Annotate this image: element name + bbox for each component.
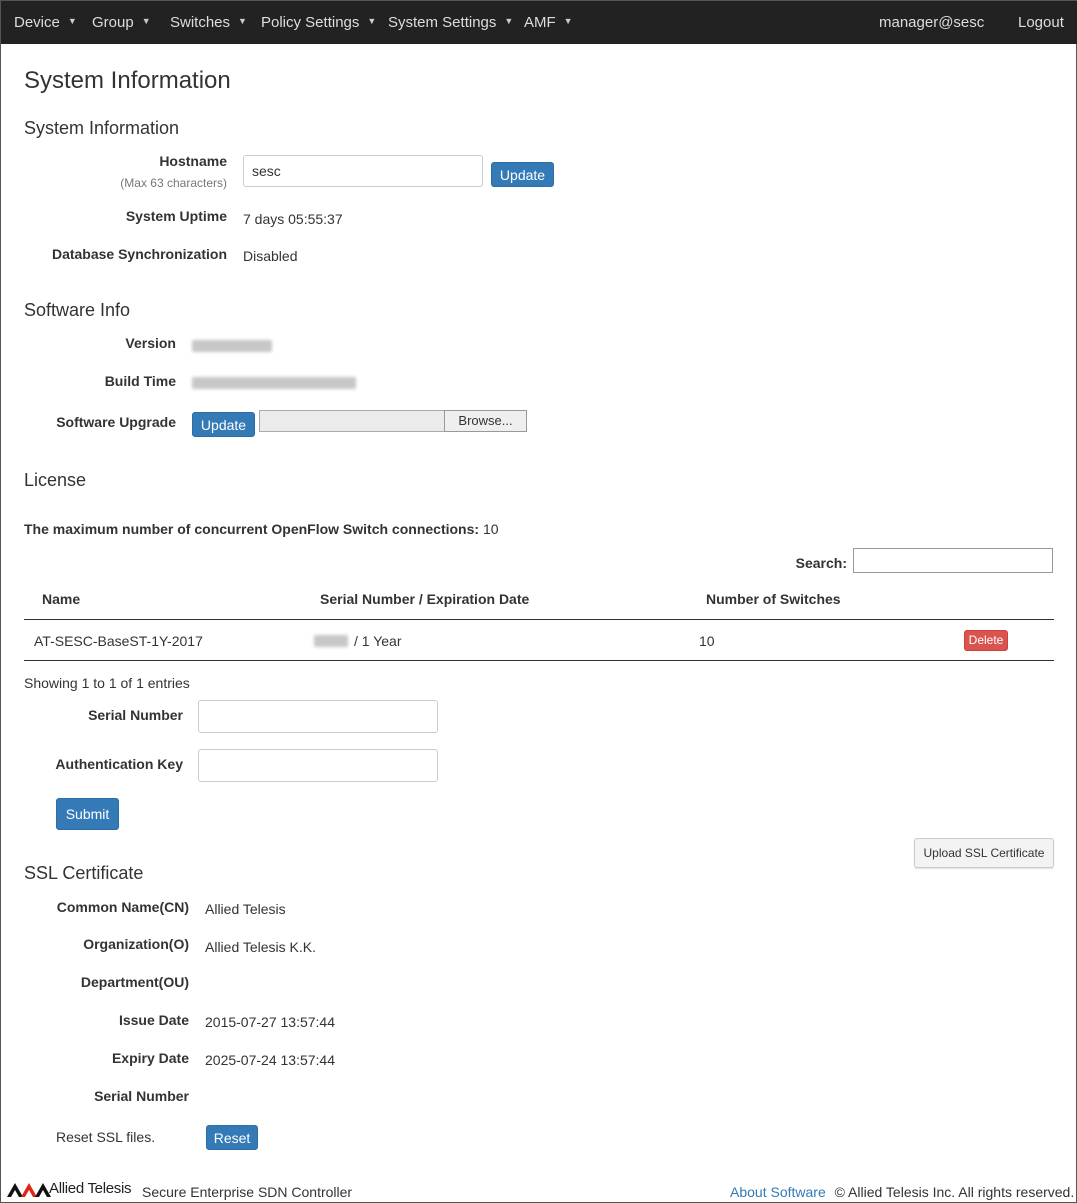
nav-amf-label: AMF xyxy=(524,14,556,31)
hostname-label: Hostname xyxy=(159,153,227,169)
version-label: Version xyxy=(125,335,176,351)
col-header-name[interactable]: Name xyxy=(42,591,81,607)
expiry-date-label: Expiry Date xyxy=(111,1050,189,1066)
nav-group-label: Group xyxy=(92,14,134,31)
footer-right xyxy=(730,1184,1074,1200)
nav-device[interactable] xyxy=(14,14,77,31)
hostname-hint: (Max 63 characters) xyxy=(120,176,227,190)
col-header-switches[interactable]: Number of Switches xyxy=(706,591,841,607)
table-bottom-divider xyxy=(24,660,1054,661)
db-sync-label: Database Synchronization xyxy=(51,246,227,262)
product-name: Secure Enterprise SDN Controller xyxy=(142,1184,353,1200)
ssl-serial-number-label: Serial Number xyxy=(94,1088,189,1104)
copyright-text: © Allied Telesis Inc. All rights reserved. xyxy=(834,1184,1075,1200)
build-time-value-redacted xyxy=(192,377,356,389)
software-upgrade-label: Software Upgrade xyxy=(56,414,176,430)
db-sync-value: Disabled xyxy=(243,248,298,264)
delete-license-button[interactable]: Delete xyxy=(964,630,1008,651)
hostname-update-button[interactable]: Update xyxy=(491,162,554,187)
max-connections-value: 10 xyxy=(482,521,499,537)
department-label: Department(OU) xyxy=(80,974,189,990)
nav-device-label: Device xyxy=(14,14,60,31)
col-header-serial-expiration[interactable]: Serial Number / Expiration Date xyxy=(320,591,530,607)
nav-system-settings[interactable] xyxy=(388,14,513,31)
logo-text: Allied Telesis xyxy=(49,1180,132,1197)
license-expiration: / 1 Year xyxy=(354,633,402,649)
chevron-down-icon: ▼ xyxy=(504,16,514,26)
expiry-date-value: 2025-07-24 13:57:44 xyxy=(205,1052,335,1068)
search-label: Search: xyxy=(795,555,847,571)
ssl-certificate-heading: SSL Certificate xyxy=(24,863,144,883)
chevron-down-icon: ▼ xyxy=(367,16,377,26)
allied-telesis-logo-icon xyxy=(7,1182,51,1198)
organization-value: Allied Telesis K.K. xyxy=(205,939,317,955)
nav-user[interactable]: manager@sesc xyxy=(879,14,985,31)
version-value-redacted xyxy=(192,340,272,352)
table-row xyxy=(24,620,1054,660)
uptime-value: 7 days 05:55:37 xyxy=(243,211,343,227)
nav-policy-settings[interactable] xyxy=(261,14,376,31)
software-info-heading: Software Info xyxy=(24,300,131,320)
license-heading: License xyxy=(24,470,87,490)
logout-link[interactable]: Logout xyxy=(1018,14,1064,31)
serial-number-label: Serial Number xyxy=(88,707,183,723)
common-name-label: Common Name(CN) xyxy=(56,899,189,915)
max-connections xyxy=(24,521,499,537)
common-name-value: Allied Telesis xyxy=(205,901,286,917)
nav-group[interactable] xyxy=(92,14,151,31)
page-title: System Information xyxy=(24,67,231,94)
nav-system-settings-label: System Settings xyxy=(388,14,497,31)
chevron-down-icon: ▼ xyxy=(563,16,573,26)
license-switch-count: 10 xyxy=(699,633,715,649)
license-search-input[interactable] xyxy=(853,548,1053,573)
hostname-input[interactable] xyxy=(243,155,483,187)
build-time-label: Build Time xyxy=(104,373,176,389)
system-info-heading: System Information xyxy=(24,118,180,138)
about-software-link[interactable]: About Software xyxy=(730,1184,826,1200)
auth-key-label: Authentication Key xyxy=(55,756,183,772)
issue-date-label: Issue Date xyxy=(118,1012,189,1028)
organization-label: Organization(O) xyxy=(83,936,189,952)
chevron-down-icon: ▼ xyxy=(67,16,77,26)
nav-amf[interactable] xyxy=(524,14,573,31)
nav-policy-settings-label: Policy Settings xyxy=(261,14,360,31)
chevron-down-icon: ▼ xyxy=(141,16,151,26)
reset-ssl-button[interactable]: Reset xyxy=(206,1125,258,1150)
reset-ssl-text: Reset SSL files. xyxy=(56,1129,156,1145)
software-update-button[interactable]: Update xyxy=(192,412,255,437)
serial-number-input[interactable] xyxy=(198,700,438,733)
chevron-down-icon: ▼ xyxy=(238,16,247,26)
table-info: Showing 1 to 1 of 1 entries xyxy=(24,675,190,691)
license-name: AT-SESC-BaseST-1Y-2017 xyxy=(34,633,203,649)
max-connections-label: The maximum number of concurrent OpenFlow Switch connections: xyxy=(24,521,480,537)
issue-date-value: 2015-07-27 13:57:44 xyxy=(205,1014,335,1030)
file-path-field[interactable] xyxy=(259,410,445,432)
license-serial-redacted xyxy=(314,635,348,647)
nav-switches[interactable] xyxy=(170,14,247,31)
browse-button[interactable]: Browse... xyxy=(444,410,527,432)
top-navbar xyxy=(1,0,1077,44)
upload-ssl-certificate-button[interactable]: Upload SSL Certificate xyxy=(914,838,1054,868)
uptime-label: System Uptime xyxy=(125,208,227,224)
nav-switches-label: Switches xyxy=(170,14,231,31)
auth-key-input[interactable] xyxy=(198,749,438,782)
submit-button[interactable]: Submit xyxy=(56,798,119,830)
